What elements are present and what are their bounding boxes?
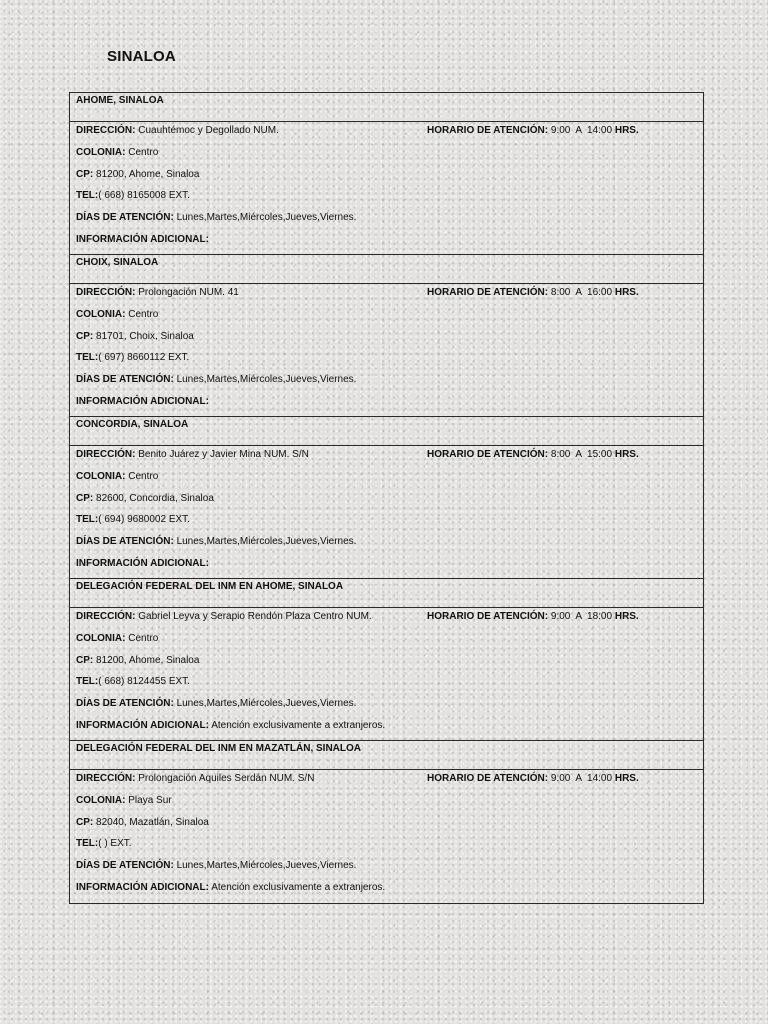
cp-value: 82600, Concordia, Sinaloa bbox=[96, 492, 214, 504]
info-row bbox=[76, 720, 697, 742]
info-value: Atención exclusivamente a extranjeros. bbox=[211, 881, 386, 893]
office-entry bbox=[70, 741, 703, 903]
colony-row bbox=[76, 471, 697, 493]
hours-block bbox=[427, 287, 639, 299]
tel-label: TEL: bbox=[76, 352, 99, 364]
office-name: CHOIX, SINALOA bbox=[70, 255, 703, 284]
colony-label: COLONIA: bbox=[76, 632, 126, 644]
tel-value: ( 697) 8660112 EXT. bbox=[98, 352, 190, 364]
days-row bbox=[76, 860, 697, 882]
tel-row bbox=[76, 838, 697, 860]
colony-value: Centro bbox=[128, 308, 159, 320]
page-title: SINALOA bbox=[107, 48, 176, 65]
info-label: INFORMACIÓN ADICIONAL: bbox=[76, 233, 209, 245]
tel-value: ( ) EXT. bbox=[98, 838, 132, 850]
office-details bbox=[70, 608, 703, 741]
address-value: Gabriel Leyva y Serapio Rendón Plaza Centro NUM. bbox=[138, 611, 372, 622]
hrs-suffix: HRS. bbox=[614, 125, 639, 136]
hours-label: HORARIO DE ATENCIÓN: bbox=[427, 125, 549, 136]
hours-block bbox=[427, 611, 639, 623]
days-row bbox=[76, 698, 697, 720]
colony-label: COLONIA: bbox=[76, 146, 126, 158]
cp-label: CP: bbox=[76, 168, 94, 180]
office-entry bbox=[70, 93, 703, 255]
hours-value: 9:00 A 14:00 bbox=[550, 125, 613, 136]
hrs-suffix: HRS. bbox=[614, 773, 639, 784]
colony-label: COLONIA: bbox=[76, 794, 126, 806]
address-label: DIRECCIÓN: bbox=[76, 287, 136, 298]
office-entry bbox=[70, 255, 703, 417]
info-label: INFORMACIÓN ADICIONAL: bbox=[76, 557, 209, 569]
hours-block bbox=[427, 125, 639, 137]
tel-label: TEL: bbox=[76, 838, 99, 850]
office-name: CONCORDIA, SINALOA bbox=[70, 417, 703, 446]
days-value: Lunes,Martes,Miércoles,Jueves,Viernes. bbox=[176, 860, 357, 872]
days-row bbox=[76, 374, 697, 396]
cp-row bbox=[76, 169, 697, 191]
hours-value: 9:00 A 18:00 bbox=[550, 611, 613, 622]
info-label: INFORMACIÓN ADICIONAL: bbox=[76, 395, 209, 407]
address-label: DIRECCIÓN: bbox=[76, 611, 136, 622]
colony-value: Centro bbox=[128, 632, 159, 644]
cp-row bbox=[76, 493, 697, 515]
office-details bbox=[70, 446, 703, 579]
colony-row bbox=[76, 795, 697, 817]
address-label: DIRECCIÓN: bbox=[76, 449, 136, 460]
address-value: Cuauhtémoc y Degollado NUM. bbox=[138, 125, 279, 136]
cp-row bbox=[76, 817, 697, 839]
tel-row bbox=[76, 352, 697, 374]
info-label: INFORMACIÓN ADICIONAL: bbox=[76, 881, 209, 893]
tel-row bbox=[76, 676, 697, 698]
address-value: Prolongación Aquiles Serdán NUM. S/N bbox=[138, 773, 315, 784]
hrs-suffix: HRS. bbox=[614, 287, 639, 298]
cp-row bbox=[76, 655, 697, 677]
address-value: Benito Juárez y Javier Mina NUM. S/N bbox=[138, 449, 309, 460]
colony-row bbox=[76, 633, 697, 655]
cp-value: 81701, Choix, Sinaloa bbox=[96, 330, 194, 342]
colony-value: Centro bbox=[128, 146, 159, 158]
colony-label: COLONIA: bbox=[76, 470, 126, 482]
days-label: DÍAS DE ATENCIÓN: bbox=[76, 212, 174, 224]
tel-label: TEL: bbox=[76, 676, 99, 688]
tel-label: TEL: bbox=[76, 514, 99, 526]
cp-value: 81200, Ahome, Sinaloa bbox=[96, 654, 200, 666]
hrs-suffix: HRS. bbox=[614, 449, 639, 460]
tel-value: ( 668) 8124455 EXT. bbox=[98, 676, 190, 688]
colony-row bbox=[76, 309, 697, 331]
cp-label: CP: bbox=[76, 330, 94, 342]
tel-row bbox=[76, 190, 697, 212]
hours-label: HORARIO DE ATENCIÓN: bbox=[427, 611, 549, 622]
address-label: DIRECCIÓN: bbox=[76, 125, 136, 136]
office-details bbox=[70, 122, 703, 255]
days-row bbox=[76, 536, 697, 558]
office-name: AHOME, SINALOA bbox=[70, 93, 703, 122]
cp-label: CP: bbox=[76, 654, 94, 666]
office-details bbox=[70, 284, 703, 417]
days-label: DÍAS DE ATENCIÓN: bbox=[76, 374, 174, 386]
tel-label: TEL: bbox=[76, 190, 99, 202]
hours-label: HORARIO DE ATENCIÓN: bbox=[427, 449, 549, 460]
hours-label: HORARIO DE ATENCIÓN: bbox=[427, 773, 549, 784]
colony-row bbox=[76, 147, 697, 169]
days-value: Lunes,Martes,Miércoles,Jueves,Viernes. bbox=[176, 374, 357, 386]
info-row bbox=[76, 396, 697, 418]
cp-row bbox=[76, 331, 697, 353]
office-entry bbox=[70, 579, 703, 741]
office-table bbox=[69, 92, 704, 904]
cp-label: CP: bbox=[76, 816, 94, 828]
info-value: Atención exclusivamente a extranjeros. bbox=[211, 719, 386, 731]
address-value: Prolongación NUM. 41 bbox=[138, 287, 239, 298]
info-row bbox=[76, 558, 697, 580]
hours-block bbox=[427, 773, 639, 785]
office-name: DELEGACIÓN FEDERAL DEL INM EN MAZATLÁN, SINALOA bbox=[70, 741, 703, 770]
cp-value: 82040, Mazatlán, Sinaloa bbox=[96, 816, 209, 828]
hours-value: 8:00 A 15:00 bbox=[550, 449, 613, 460]
hrs-suffix: HRS. bbox=[614, 611, 639, 622]
days-value: Lunes,Martes,Miércoles,Jueves,Viernes. bbox=[176, 698, 357, 710]
info-label: INFORMACIÓN ADICIONAL: bbox=[76, 719, 209, 731]
days-value: Lunes,Martes,Miércoles,Jueves,Viernes. bbox=[176, 536, 357, 548]
office-details bbox=[70, 770, 703, 903]
cp-label: CP: bbox=[76, 492, 94, 504]
tel-value: ( 694) 9680002 EXT. bbox=[98, 514, 190, 526]
info-row bbox=[76, 234, 697, 256]
days-label: DÍAS DE ATENCIÓN: bbox=[76, 860, 174, 872]
office-name: DELEGACIÓN FEDERAL DEL INM EN AHOME, SINALOA bbox=[70, 579, 703, 608]
colony-value: Playa Sur bbox=[128, 794, 172, 806]
days-value: Lunes,Martes,Miércoles,Jueves,Viernes. bbox=[176, 212, 357, 224]
days-label: DÍAS DE ATENCIÓN: bbox=[76, 698, 174, 710]
days-label: DÍAS DE ATENCIÓN: bbox=[76, 536, 174, 548]
colony-value: Centro bbox=[128, 470, 159, 482]
hours-block bbox=[427, 449, 639, 461]
hours-label: HORARIO DE ATENCIÓN: bbox=[427, 287, 549, 298]
hours-value: 8:00 A 16:00 bbox=[550, 287, 613, 298]
cp-value: 81200, Ahome, Sinaloa bbox=[96, 168, 200, 180]
tel-value: ( 668) 8165008 EXT. bbox=[98, 190, 190, 202]
office-entry bbox=[70, 417, 703, 579]
address-label: DIRECCIÓN: bbox=[76, 773, 136, 784]
colony-label: COLONIA: bbox=[76, 308, 126, 320]
info-row bbox=[76, 882, 697, 904]
days-row bbox=[76, 212, 697, 234]
hours-value: 9:00 A 14:00 bbox=[550, 773, 613, 784]
tel-row bbox=[76, 514, 697, 536]
